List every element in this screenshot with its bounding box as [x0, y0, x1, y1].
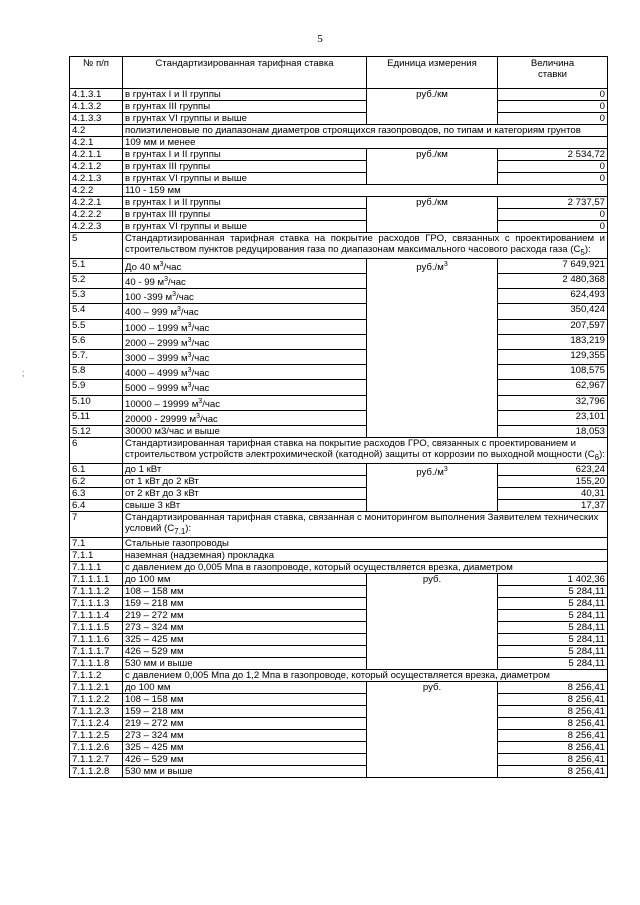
row-value: 62,967 [498, 380, 608, 395]
row-num: 6.1 [70, 463, 123, 475]
row-num: 7.1.1.2.8 [70, 765, 123, 777]
row-value: 17,37 [498, 499, 608, 511]
row-name: в грунтах VI группы и выше [123, 173, 367, 185]
table-row [70, 274, 608, 289]
row-num: 7.1.1.2.3 [70, 705, 123, 717]
table-row [70, 705, 608, 717]
row-num: 5.11 [70, 410, 123, 425]
row-num: 4.2.2.1 [70, 197, 123, 209]
table-row [70, 161, 608, 173]
row-name: 30000 м3/час и выше [123, 425, 367, 437]
row-name: в грунтах VI группы и выше [123, 113, 367, 125]
row-num: 7 [70, 511, 123, 537]
table-row [70, 499, 608, 511]
row-value: 2 480,368 [498, 274, 608, 289]
row-num: 4.2.1.1 [70, 149, 123, 161]
table-row [70, 669, 608, 681]
table-row [70, 319, 608, 334]
row-name: в грунтах III группы [123, 101, 367, 113]
row-value: 0 [498, 221, 608, 233]
row-name: 108 – 158 мм [123, 693, 367, 705]
row-value: 8 256,41 [498, 693, 608, 705]
table-row [70, 395, 608, 410]
row-value: 108,575 [498, 365, 608, 380]
table-row [70, 463, 608, 475]
row-unit: $руб./м^3$ [367, 463, 498, 511]
row-num: 4.1.3.2 [70, 101, 123, 113]
row-value: 8 256,41 [498, 765, 608, 777]
row-value: 0 [498, 113, 608, 125]
row-value: 155,20 [498, 475, 608, 487]
row-num: 5.10 [70, 395, 123, 410]
row-name: 159 – 218 мм [123, 597, 367, 609]
header-num: № п/п [70, 57, 123, 89]
row-name: 3000 – 3999 $м^3$/час [123, 350, 367, 365]
row-value: 1 402,36 [498, 573, 608, 585]
row-value: 623,24 [498, 463, 608, 475]
row-num: 4.1.3.1 [70, 89, 123, 101]
row-num: 7.1.1.2 [70, 669, 123, 681]
row-unit: руб./км [367, 197, 498, 233]
row-value: 0 [498, 209, 608, 221]
row-num: 5.6 [70, 334, 123, 349]
row-value: 183,219 [498, 334, 608, 349]
margin-mark: ; [22, 368, 25, 378]
row-name: с давлением 0,005 Мпа до 1,2 Мпа в газопроводе, который осуществляется врезка, диаметром [123, 669, 608, 681]
row-unit: руб. [367, 681, 498, 777]
row-value: 350,424 [498, 304, 608, 319]
table-row [70, 609, 608, 621]
table-row [70, 149, 608, 161]
row-value: 5 284,11 [498, 609, 608, 621]
row-num: 7.1.1.1.3 [70, 597, 123, 609]
table-row [70, 657, 608, 669]
header-name: Стандартизированная тарифная ставка [123, 57, 367, 89]
row-num: 7.1.1.1.7 [70, 645, 123, 657]
table-row [70, 173, 608, 185]
row-value: 129,355 [498, 350, 608, 365]
table-row [70, 410, 608, 425]
row-name: в грунтах VI группы и выше [123, 221, 367, 233]
table-row [70, 741, 608, 753]
row-value: 5 284,11 [498, 597, 608, 609]
table-row [70, 597, 608, 609]
row-num: 7.1.1 [70, 549, 123, 561]
row-name: свыше 3 кВт [123, 499, 367, 511]
row-num: 5.4 [70, 304, 123, 319]
table-row [70, 334, 608, 349]
row-name: в грунтах III группы [123, 161, 367, 173]
row-num: 5.12 [70, 425, 123, 437]
row-name: 2000 – 2999 $м^3$/час [123, 334, 367, 349]
row-num: 5.1 [70, 258, 123, 273]
table-row [70, 729, 608, 741]
row-num: 4.2.2.3 [70, 221, 123, 233]
row-name: 426 – 529 мм [123, 753, 367, 765]
table-row [70, 209, 608, 221]
table-row [70, 753, 608, 765]
table-row [70, 475, 608, 487]
row-value: 8 256,41 [498, 681, 608, 693]
row-name: полиэтиленовые по диапазонам диаметров строящихся газопроводов, по типам и категориям грунтов [123, 125, 608, 137]
row-num: 7.1.1.2.4 [70, 717, 123, 729]
row-value: 7 649,921 [498, 258, 608, 273]
table-row [70, 185, 608, 197]
row-name: 20000 - 29999 $м^3$/час [123, 410, 367, 425]
table-row [70, 197, 608, 209]
row-num: 7.1.1.2.1 [70, 681, 123, 693]
row-value: 5 284,11 [498, 585, 608, 597]
table-row [70, 645, 608, 657]
row-name: Стандартизированная тарифная ставка на покрытие расходов ГРО, связанных с проектированием и строительством устройств электрохимической (катодной) защиты от коррозии по выходной мощности $(C_6)$: [123, 437, 608, 463]
table-row [70, 621, 608, 633]
row-name: 530 мм и выше [123, 657, 367, 669]
row-num: 6.2 [70, 475, 123, 487]
row-value: 0 [498, 173, 608, 185]
table-row [70, 633, 608, 645]
table-row [70, 101, 608, 113]
row-name: 40 - 99 $м^3$/час [123, 274, 367, 289]
row-unit: руб./км [367, 149, 498, 185]
table-row [70, 549, 608, 561]
row-value: 8 256,41 [498, 729, 608, 741]
row-name: наземная (надземная) прокладка [123, 549, 608, 561]
row-unit: руб./км [367, 89, 498, 125]
row-num: 7.1.1.2.2 [70, 693, 123, 705]
row-value: 624,493 [498, 289, 608, 304]
row-num: 7.1.1.1.1 [70, 573, 123, 585]
row-value: 23,101 [498, 410, 608, 425]
table-row [70, 365, 608, 380]
row-value: 8 256,41 [498, 717, 608, 729]
row-name: до 1 кВт [123, 463, 367, 475]
header-unit: Единица измерения [367, 57, 498, 89]
table-header-row [70, 57, 608, 89]
row-value: 5 284,11 [498, 633, 608, 645]
row-name: до 100 мм [123, 681, 367, 693]
table-row [70, 258, 608, 273]
tariff-table [69, 56, 608, 778]
table-row [70, 125, 608, 137]
row-name: 325 – 425 мм [123, 741, 367, 753]
header-value: Величина ставки [498, 57, 608, 89]
row-value: 8 256,41 [498, 741, 608, 753]
row-name: 219 – 272 мм [123, 609, 367, 621]
row-unit: руб. [367, 573, 498, 669]
row-name: 5000 – 9999 $м^3$/час [123, 380, 367, 395]
row-value: 8 256,41 [498, 753, 608, 765]
row-num: 7.1.1.1.5 [70, 621, 123, 633]
row-name: 10000 – 19999 $м^3$/час [123, 395, 367, 410]
table-row [70, 289, 608, 304]
row-name: 400 – 999 $м^3$/час [123, 304, 367, 319]
row-name: в грунтах I и II группы [123, 89, 367, 101]
row-num: 4.2.1.3 [70, 173, 123, 185]
row-name: от 2 кВт до 3 кВт [123, 487, 367, 499]
row-name: 109 мм и менее [123, 137, 608, 149]
table-row [70, 437, 608, 463]
table-row [70, 350, 608, 365]
row-value: 5 284,11 [498, 645, 608, 657]
row-num: 4.2.2.2 [70, 209, 123, 221]
row-value: 18,053 [498, 425, 608, 437]
row-num: 7.1.1.1.4 [70, 609, 123, 621]
row-num: 5.7. [70, 350, 123, 365]
row-num: 5.2 [70, 274, 123, 289]
table-row [70, 304, 608, 319]
row-name: до 100 мм [123, 573, 367, 585]
row-num: 6 [70, 437, 123, 463]
row-value: 8 256,41 [498, 705, 608, 717]
row-name: 1000 – 1999 $м^3$/час [123, 319, 367, 334]
row-unit: $руб./м^3$ [367, 258, 498, 437]
table-row [70, 681, 608, 693]
row-value: 0 [498, 101, 608, 113]
table-row [70, 765, 608, 777]
table-row [70, 221, 608, 233]
row-name: от 1 кВт до 2 кВт [123, 475, 367, 487]
row-num: 7.1.1.1 [70, 561, 123, 573]
table-row [70, 425, 608, 437]
row-value: 2 737,57 [498, 197, 608, 209]
row-num: 5.3 [70, 289, 123, 304]
row-value: 2 534,72 [498, 149, 608, 161]
row-name: 159 – 218 мм [123, 705, 367, 717]
row-num: 6.4 [70, 499, 123, 511]
row-name: в грунтах I и II группы [123, 197, 367, 209]
row-num: 4.2.1 [70, 137, 123, 149]
row-num: 4.1.3.3 [70, 113, 123, 125]
row-name: 325 – 425 мм [123, 633, 367, 645]
table-row [70, 693, 608, 705]
row-name: 219 – 272 мм [123, 717, 367, 729]
page-number: 5 [317, 33, 323, 45]
row-num: 5.9 [70, 380, 123, 395]
row-num: 6.3 [70, 487, 123, 499]
row-value: 0 [498, 161, 608, 173]
row-value: 32,796 [498, 395, 608, 410]
row-num: 4.2 [70, 125, 123, 137]
row-num: 7.1.1.2.7 [70, 753, 123, 765]
row-num: 5 [70, 233, 123, 259]
row-name: с давлением до 0,005 Мпа в газопроводе, который осуществляется врезка, диаметром [123, 561, 608, 573]
row-num: 7.1.1.1.8 [70, 657, 123, 669]
row-name: 273 – 324 мм [123, 621, 367, 633]
row-value: 5 284,11 [498, 657, 608, 669]
table-row [70, 717, 608, 729]
row-num: 7.1.1.1.6 [70, 633, 123, 645]
row-name: Стандартизированная тарифная ставка, связанная с мониторингом выполнения Заявителем технических условий $(C_{7.1})$: [123, 511, 608, 537]
row-name: Стандартизированная тарифная ставка на покрытие расходов ГРО, связанных с проектированием и строительством пунктов редуцирования газа по диапазонам максимального часового расхода газа $(C_5)$: [123, 233, 608, 259]
row-name: 530 мм и выше [123, 765, 367, 777]
row-name: До 40 $м^3$/час [123, 258, 367, 273]
row-name: 110 - 159 мм [123, 185, 608, 197]
table-row [70, 487, 608, 499]
table-row [70, 537, 608, 549]
row-name: 4000 – 4999 $м^3$/час [123, 365, 367, 380]
row-name: 426 – 529 мм [123, 645, 367, 657]
row-value: 40,31 [498, 487, 608, 499]
table-row [70, 585, 608, 597]
table-row [70, 89, 608, 101]
table-row [70, 573, 608, 585]
table-row [70, 511, 608, 537]
row-num: 5.8 [70, 365, 123, 380]
row-num: 7.1 [70, 537, 123, 549]
row-value: 207,597 [498, 319, 608, 334]
table-row [70, 561, 608, 573]
table-row [70, 233, 608, 259]
row-value: 0 [498, 89, 608, 101]
row-name: Стальные газопроводы [123, 537, 608, 549]
row-name: 273 – 324 мм [123, 729, 367, 741]
row-num: 4.2.1.2 [70, 161, 123, 173]
row-value: 5 284,11 [498, 621, 608, 633]
row-num: 7.1.1.2.6 [70, 741, 123, 753]
row-name: 108 – 158 мм [123, 585, 367, 597]
table-row [70, 380, 608, 395]
row-name: в грунтах I и II группы [123, 149, 367, 161]
row-num: 7.1.1.2.5 [70, 729, 123, 741]
row-name: в грунтах III группы [123, 209, 367, 221]
table-row [70, 113, 608, 125]
row-name: 100 -399 $м^3$/час [123, 289, 367, 304]
row-num: 7.1.1.1.2 [70, 585, 123, 597]
row-num: 4.2.2 [70, 185, 123, 197]
row-num: 5.5 [70, 319, 123, 334]
table-row [70, 137, 608, 149]
